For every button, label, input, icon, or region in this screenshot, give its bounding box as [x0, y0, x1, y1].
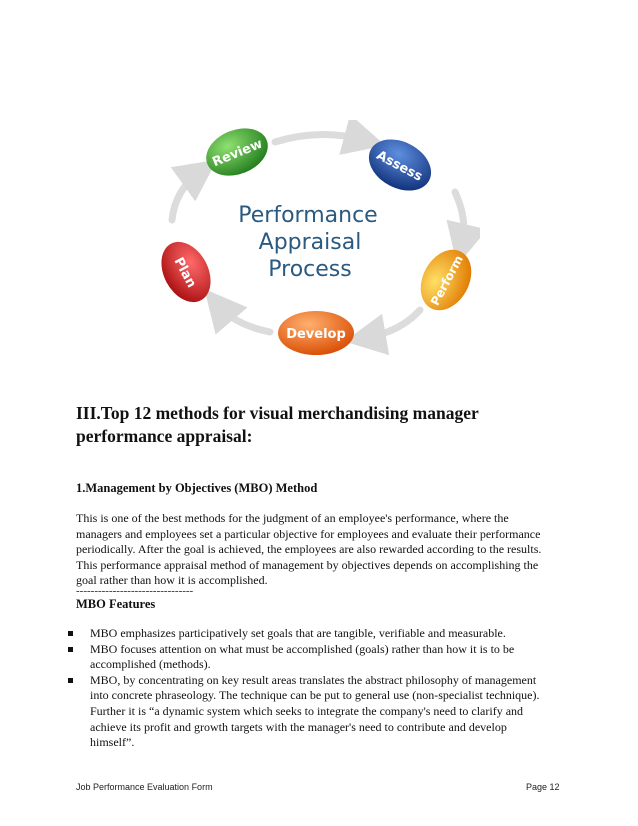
method-description [76, 511, 566, 589]
arrow-develop-to-plan [218, 305, 270, 332]
feature-line: MBO focuses attention on what must be accomplished (goals) rather than how it is to be [90, 641, 515, 656]
description-line: This performance appraisal method of management by objectives depends on accomplishing the [76, 557, 539, 572]
feature-line: MBO emphasizes participatively set goals that are tangible, verifiable and measurable. [90, 626, 506, 640]
feature-line: MBO, by concentrating on key result areas translates the abstract philosophy of management [90, 672, 537, 687]
diagram-title [238, 203, 377, 282]
plan-label: Plan [170, 255, 199, 291]
description-line: goal rather than how it is accomplished. [76, 573, 268, 587]
features-title: MBO Features [76, 597, 156, 611]
plan-bubble [152, 233, 221, 310]
arrow-review-to-assess [275, 134, 365, 142]
review-bubble [199, 120, 275, 184]
feature-line: accomplished (methods). [90, 657, 211, 672]
performance-appraisal-diagram [150, 120, 480, 370]
feature-line: himself”. [90, 735, 135, 750]
square-bullet-icon [68, 631, 73, 636]
description-line: periodically. After the goal is achieved, the employees are also rewarded according to the results. [76, 542, 542, 556]
develop-label: Develop [286, 327, 346, 342]
list-item [62, 642, 562, 673]
arrow-plan-to-review [172, 172, 200, 220]
feature-line: achieve its profit and growth targets with the manager's need to contribute and develop [90, 719, 507, 734]
section-heading: III.Top 12 methods for visual merchandising manager performance appraisal: [76, 403, 479, 446]
square-bullet-icon [68, 678, 73, 683]
footer-document-title: Job Performance Evaluation Form [76, 782, 213, 792]
assess-bubble [360, 129, 440, 201]
list-item [62, 673, 562, 751]
feature-line: Further it is “a dynamic system which seeks to integrate the company's need to clarify and [90, 703, 524, 718]
develop-bubble [278, 311, 354, 355]
features-list [62, 626, 562, 751]
dashed-divider: -------------------------------- [76, 585, 194, 597]
arrow-perform-to-develop [365, 310, 420, 338]
square-bullet-icon [68, 647, 73, 652]
description-line: managers and employees set a particular objective for employees and evaluate their performance [76, 526, 541, 541]
list-item [62, 626, 562, 642]
diagram-title-line-3: Process [268, 257, 352, 282]
diagram-title-line-1: Performance [238, 203, 378, 228]
description-line: This is one of the best methods for the judgment of an employee's performance, where the [76, 511, 509, 525]
arrow-assess-to-perform [455, 192, 464, 245]
footer-page-number: Page 12 [526, 782, 560, 792]
method-title: 1.Management by Objectives (MBO) Method [76, 481, 318, 495]
assess-label: Assess [373, 148, 425, 185]
diagram-title-line-2: Appraisal [258, 230, 362, 255]
feature-line: into concrete phraseology. The technique can be put to general use (non-specialist technique). [90, 688, 540, 703]
perform-label: Perform [427, 253, 466, 308]
review-label: Review [210, 136, 265, 171]
